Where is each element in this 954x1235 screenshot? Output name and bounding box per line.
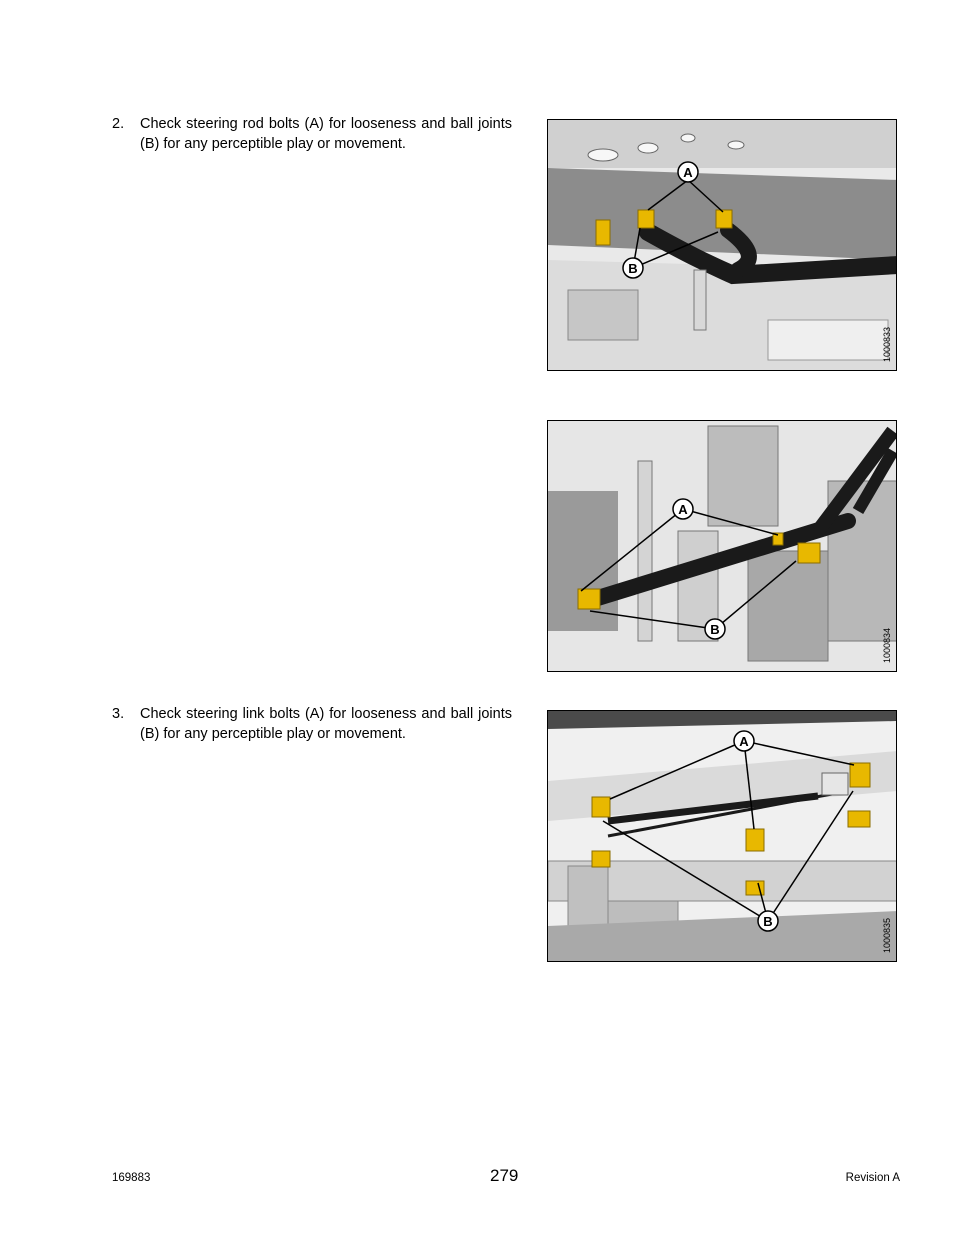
svg-text:B: B bbox=[763, 914, 773, 929]
step-number: 2. bbox=[112, 116, 125, 132]
callout-b bbox=[705, 619, 725, 639]
figure-id: 1000834 bbox=[882, 627, 892, 663]
svg-text:A: A bbox=[678, 502, 688, 517]
figure-id: 1000835 bbox=[882, 917, 892, 953]
footer-page-number: 279 bbox=[490, 1166, 519, 1185]
figure-id: 1000833 bbox=[882, 326, 892, 362]
callout-a bbox=[734, 731, 754, 751]
figure-illustration bbox=[548, 120, 897, 371]
callout-a bbox=[678, 162, 698, 182]
svg-text:B: B bbox=[710, 622, 720, 637]
footer-doc-number: 169883 bbox=[112, 1172, 151, 1184]
figure-illustration bbox=[548, 711, 897, 962]
footer-revision: Revision A bbox=[845, 1172, 900, 1184]
callout-b bbox=[623, 258, 643, 278]
callout-b bbox=[758, 911, 778, 931]
step-text: Check steering link bolts (A) for looseness and ball joints (B) for any perceptible play or movement. bbox=[140, 706, 512, 742]
figure-steering-link bbox=[547, 710, 897, 962]
svg-text:A: A bbox=[739, 734, 749, 749]
step-text: Check steering rod bolts (A) for looseness and ball joints (B) for any perceptible play or movement. bbox=[140, 116, 512, 152]
svg-text:B: B bbox=[628, 261, 638, 276]
figure-steering-rod-2 bbox=[547, 420, 897, 672]
callout-a bbox=[673, 499, 693, 519]
step-number: 3. bbox=[112, 706, 125, 722]
figure-illustration bbox=[548, 421, 897, 672]
svg-text:A: A bbox=[683, 165, 693, 180]
figure-steering-rod-1 bbox=[547, 119, 897, 371]
